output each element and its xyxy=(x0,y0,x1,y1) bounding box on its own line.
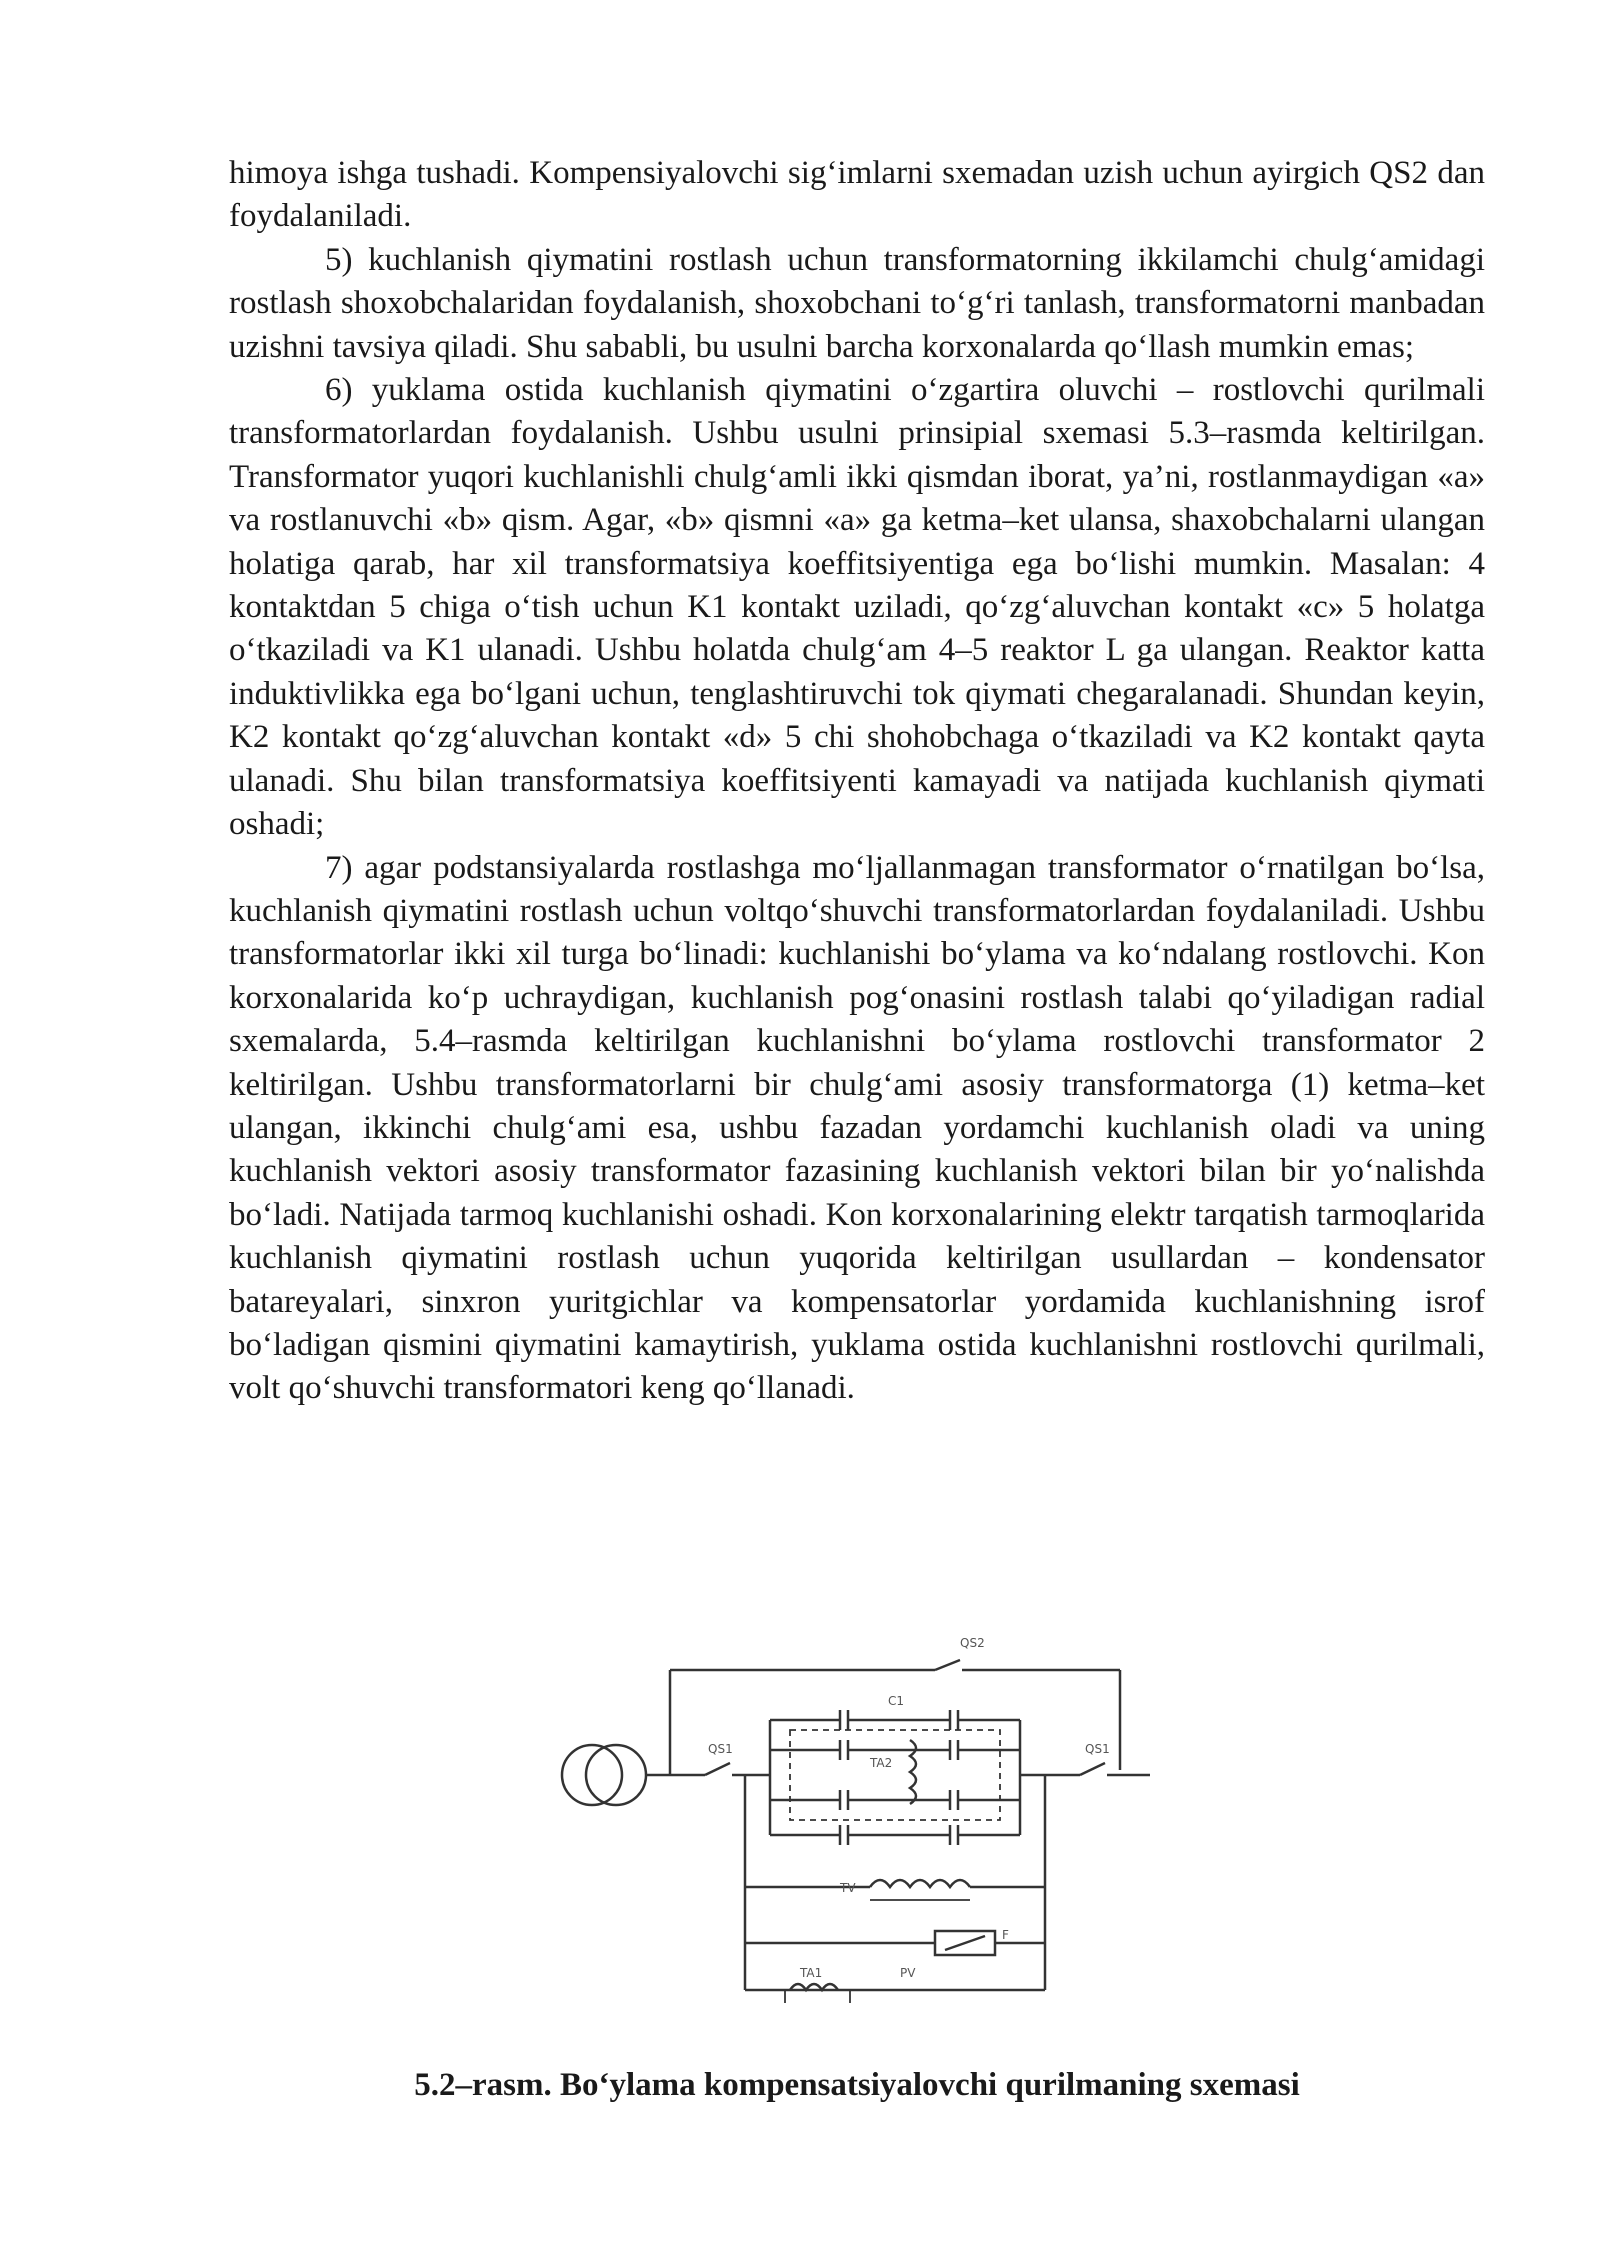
paragraph: 5) kuchlanish qiymatini rostlash uchun transformatorning ikkilamchi chulg‘amidagi rostlash shoxobchalaridan foydalanish, shoxobchani to‘g‘ri tanlash, transformatorni manbadan uzishni tavsiya qiladi. Shu sababli, bu usulni barcha korxonalarda qo‘llash mumkin emas; xyxy=(229,241,1485,365)
source-coil-left xyxy=(562,1745,622,1805)
label-pv: PV xyxy=(900,1966,916,1980)
qs1-left-switch xyxy=(705,1763,730,1775)
label-c-top: C1 xyxy=(888,1694,905,1708)
label-tv: TV xyxy=(840,1881,856,1895)
label-ta1: TA1 xyxy=(800,1966,823,1980)
source-coil-right xyxy=(586,1745,646,1805)
circuit-diagram xyxy=(540,1625,1180,2005)
paragraph: 7) agar podstansiyalarda rostlashga mo‘ljallanmagan transformator o‘rnatilgan bo‘lsa, kuchlanish qiymatini rostlash uchun voltqo‘shuvchi transformatorlardan foydalaniladi. Ushbu transformatorlar ikki xil turga bo‘linadi: kuchlanishi bo‘ylama va ko‘ndalang rostlovchi. Kon korxonalarida ko‘p uchraydigan, kuchlanish pog‘onasini rostlash talabi qo‘yiladigan radial sxemalarda, 5.4–rasmda keltirilgan kuchlanishni bo‘ylama rostlovchi transformator 2 keltirilgan. Ushbu transformatorlarni bir chulg‘ami asosiy transformatorga (1) ketma–ket ulangan, ikkinchi chulg‘ami esa, ushbu fazadan yordamchi kuchlanish oladi va uning kuchlanish vektori asosiy transformator fazasining kuchlanish vektori bilan bir yo‘nalishda bo‘ladi. Natijada tarmoq kuchlanishi oshadi. Kon korxonalarining elektr tarqatish tarmoqlarida kuchlanish qiymatini rostlash uchun yuqorida keltirilgan usullardan – kondensator batareyalari, sinxron yuritgichlar va kompensatorlar yordamida kuchlanishning isrof bo‘ladigan qismini qiymatini kamaytirish, yuklama ostida kuchlanishni rostlovchi qurilmali, volt qo‘shuvchi transformatori keng qo‘llanadi. xyxy=(229,849,1485,1407)
label-f: F xyxy=(1002,1928,1009,1942)
qs1-right-switch xyxy=(1080,1763,1105,1775)
paragraph: 6) yuklama ostida kuchlanish qiymatini o‘zgartira oluvchi – rostlovchi qurilmali transformatorlardan foydalanish. Ushbu usulni prinsipial sxemasi 5.3–rasmda keltirilgan. Transformator yuqori kuchlanishli chulg‘amli ikki qismdan iborat, ya’ni, rostlanmaydigan «a» va rostlanuvchi «b» qism. Agar, «b» qismni «a» ga ketma–ket ulansa, shaxobchalarni ulangan holatiga qarab, har xil transformatsiya koeffitsiyentiga ega bo‘lishi mumkin. Masalan: 4 kontaktdan 5 chiga o‘tish uchun K1 kontakt uziladi, qo‘zg‘aluvchan kontakt «c» 5 holatga o‘tkaziladi va K1 ulanadi. Ushbu holatda chulg‘am 4–5 reaktor L ga ulangan. Reaktor katta induktivlikka ega bo‘lgani uchun, tenglashtiruvchi tok qiymati chegaralanadi. Shundan keyin, K2 kontakt qo‘zg‘aluvchan kontakt «d» 5 chi shohobchaga o‘tkaziladi va K2 kontakt qayta ulanadi. Shu bilan transformatsiya koeffitsiyenti kamayadi va natijada kuchlanish qiymati oshadi; xyxy=(229,372,1485,843)
circuit-diagram-svg xyxy=(540,1625,1180,2005)
label-qs2: QS2 xyxy=(960,1636,985,1650)
qs2-switch xyxy=(935,1660,960,1670)
paragraph: himoya ishga tushadi. Kompensiyalovchi sig‘imlarni sxemadan uzish uchun ayirgich QS2 dan foydalaniladi. xyxy=(229,155,1485,235)
label-qs1-left: QS1 xyxy=(708,1742,733,1756)
label-c-mid: TA2 xyxy=(870,1756,893,1770)
label-qs1-right: QS1 xyxy=(1085,1742,1110,1756)
figure-caption: 5.2–rasm. Bo‘ylama kompensatsiyalovchi qurilmaning sxemasi xyxy=(414,2067,1300,2103)
body-text xyxy=(229,152,1485,1411)
